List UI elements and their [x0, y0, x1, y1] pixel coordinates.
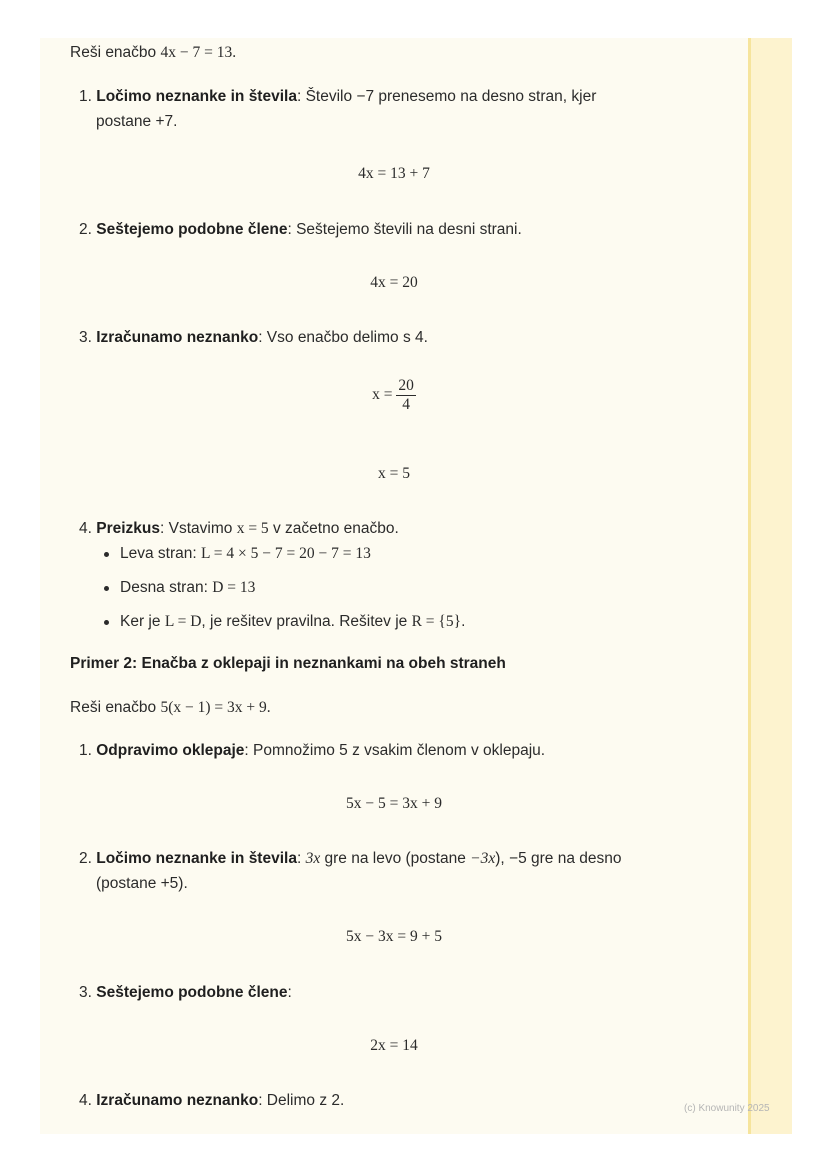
- side-margin-bar: [748, 38, 792, 1134]
- step-1-1-continued: postane +7.: [96, 113, 178, 130]
- formula-1-2: 4x = 20: [370, 274, 418, 291]
- bullet-left-side: Leva stran: L = 4 × 5 − 7 = 20 − 7 = 13: [120, 545, 371, 562]
- step-1-1: 1. Ločimo neznanke in števila: Število −7 prenesemo na desno stran, kjer: [79, 88, 597, 105]
- step-1-4: 4. Preizkus: Vstavimo x = 5 v začetno enačbo.: [79, 520, 399, 537]
- step-2-1: 1. Odpravimo oklepaje: Pomnožimo 5 z vsakim členom v oklepaju.: [79, 742, 546, 759]
- formula-2-3: 2x = 14: [370, 1037, 418, 1054]
- step-2-4: 4. Izračunamo neznanko: Delimo z 2.: [79, 1092, 345, 1109]
- bullet-conclusion: Ker je L = D, je rešitev pravilna. Rešitev je R = {5}.: [120, 613, 466, 630]
- step-1-2: 2. Seštejemo podobne člene: Seštejemo števili na desni strani.: [79, 221, 522, 238]
- step-2-2: 2. Ločimo neznanke in števila: 3x gre na levo (postane −3x), −5 gre na desno: [79, 850, 622, 867]
- bullet-dot: [104, 620, 109, 625]
- formula-1-1: 4x = 13 + 7: [358, 165, 430, 182]
- step-2-3: 3. Seštejemo podobne člene:: [79, 984, 292, 1001]
- formula-2-1: 5x − 5 = 3x + 9: [346, 795, 442, 812]
- bullet-dot: [104, 586, 109, 591]
- problem-statement-1: Reši enačbo 4x − 7 = 13.: [70, 44, 237, 61]
- step-1-3: 3. Izračunamo neznanko: Vso enačbo delimo s 4.: [79, 329, 428, 346]
- formula-2-2: 5x − 3x = 9 + 5: [346, 928, 442, 945]
- bullet-right-side: Desna stran: D = 13: [120, 579, 256, 596]
- watermark: (c) Knowunity 2025: [684, 1103, 770, 1114]
- formula-1-3-result: x = 5: [378, 465, 410, 482]
- bullet-dot: [104, 552, 109, 557]
- step-2-2-continued: (postane +5).: [96, 875, 188, 892]
- problem-statement-2: Reši enačbo 5(x − 1) = 3x + 9.: [70, 699, 271, 716]
- formula-1-3-fraction: x = $\frac{20}{4}$: [372, 377, 414, 413]
- example-2-heading: Primer 2: Enačba z oklepaji in neznankami na obeh straneh: [70, 655, 506, 672]
